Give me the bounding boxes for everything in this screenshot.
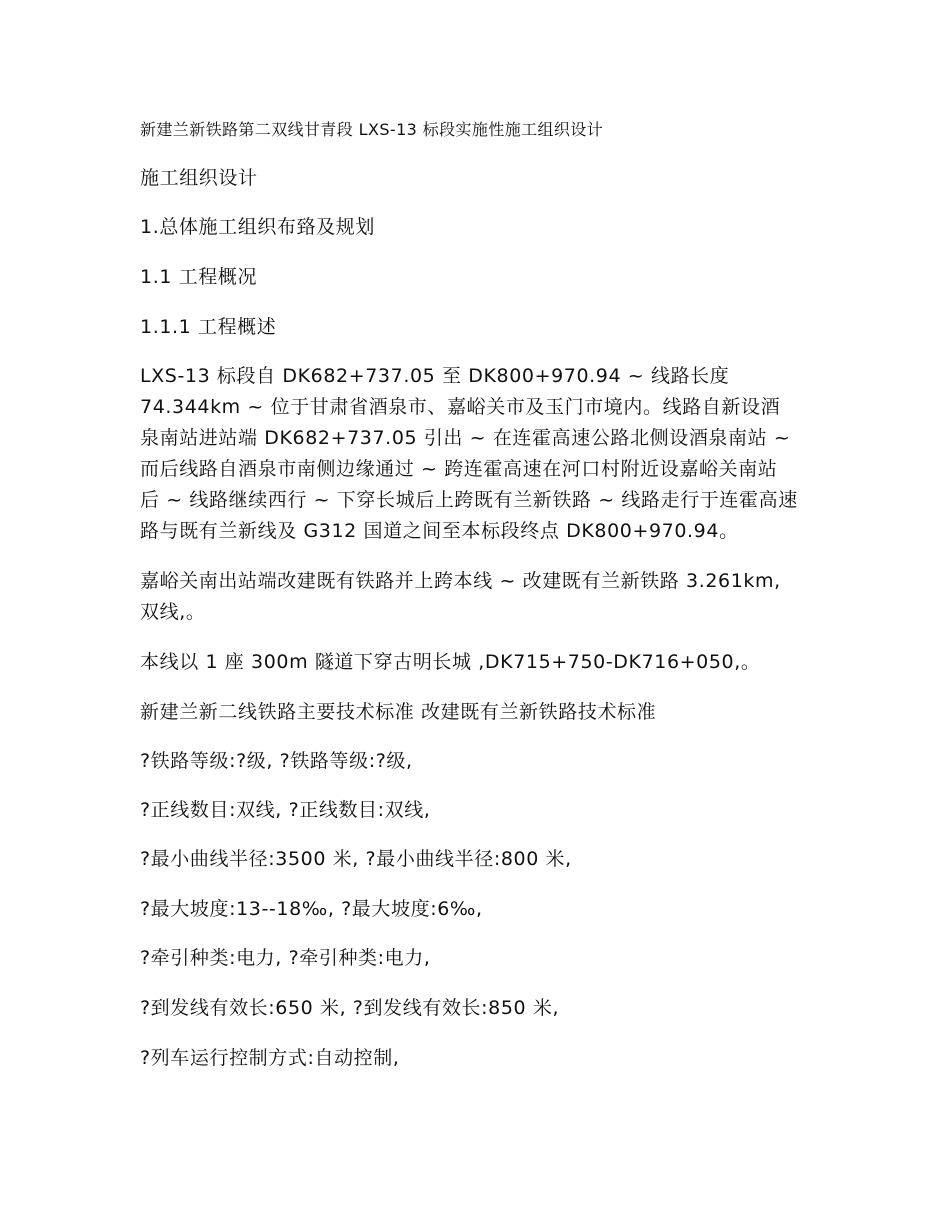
paragraph-line: 后 ~ 线路继续西行 ~ 下穿长城后上跨既有兰新铁路 ~ 线路走行于连霍高速: [140, 489, 798, 511]
heading-main: 施工组织设计: [140, 167, 258, 189]
heading-section-1-1-1: 1.1.1 工程概述: [140, 316, 277, 338]
paragraph-line: 嘉峪关南出站端改建既有铁路并上跨本线 ~ 改建既有兰新铁路 3.261km,: [140, 570, 781, 592]
standards-heading: 新建兰新二线铁路主要技术标准 改建既有兰新铁路技术标准: [140, 701, 657, 723]
standard-item: ?正线数目:双线, ?正线数目:双线,: [140, 799, 431, 821]
paragraph-tunnel: 本线以 1 座 300m 隧道下穿古明长城 ,DK715+750-DK716+050,。: [140, 651, 761, 673]
paragraph-line: 双线,。: [140, 601, 206, 623]
heading-section-1: 1.总体施工组织布臵及规划: [140, 216, 375, 238]
paragraph-overview: [140, 361, 798, 547]
paragraph-line: 路与既有兰新线及 G312 国道之间至本标段终点 DK800+970.94。: [140, 520, 739, 542]
paragraph-line: 泉南站进站端 DK682+737.05 引出 ~ 在连霍高速公路北侧设酒泉南站 ~: [140, 427, 791, 449]
standard-item: ?到发线有效长:650 米, ?到发线有效长:850 米,: [140, 997, 560, 1019]
standard-item: ?牵引种类:电力, ?牵引种类:电力,: [140, 947, 431, 969]
heading-section-1-1: 1.1 工程概况: [140, 266, 258, 288]
paragraph-line: LXS-13 标段自 DK682+737.05 至 DK800+970.94 ~ 线路长度: [140, 365, 730, 387]
paragraph-line: 74.344km ~ 位于甘肃省酒泉市、嘉峪关市及玉门市境内。线路自新设酒: [140, 396, 781, 418]
document-title: 新建兰新铁路第二双线甘青段 LXS-13 标段实施性施工组织设计: [140, 120, 604, 139]
paragraph-line: 而后线路自酒泉市南侧边缘通过 ~ 跨连霍高速在河口村附近设嘉峪关南站: [140, 458, 778, 480]
standard-item: ?最小曲线半径:3500 米, ?最小曲线半径:800 米,: [140, 848, 572, 870]
standard-item: ?铁路等级:?级, ?铁路等级:?级,: [140, 750, 413, 772]
standard-item: ?列车运行控制方式:自动控制,: [140, 1047, 400, 1069]
standard-item: ?最大坡度:13--18‰, ?最大坡度:6‰,: [140, 898, 483, 920]
paragraph-jiayuguan: [140, 566, 781, 628]
